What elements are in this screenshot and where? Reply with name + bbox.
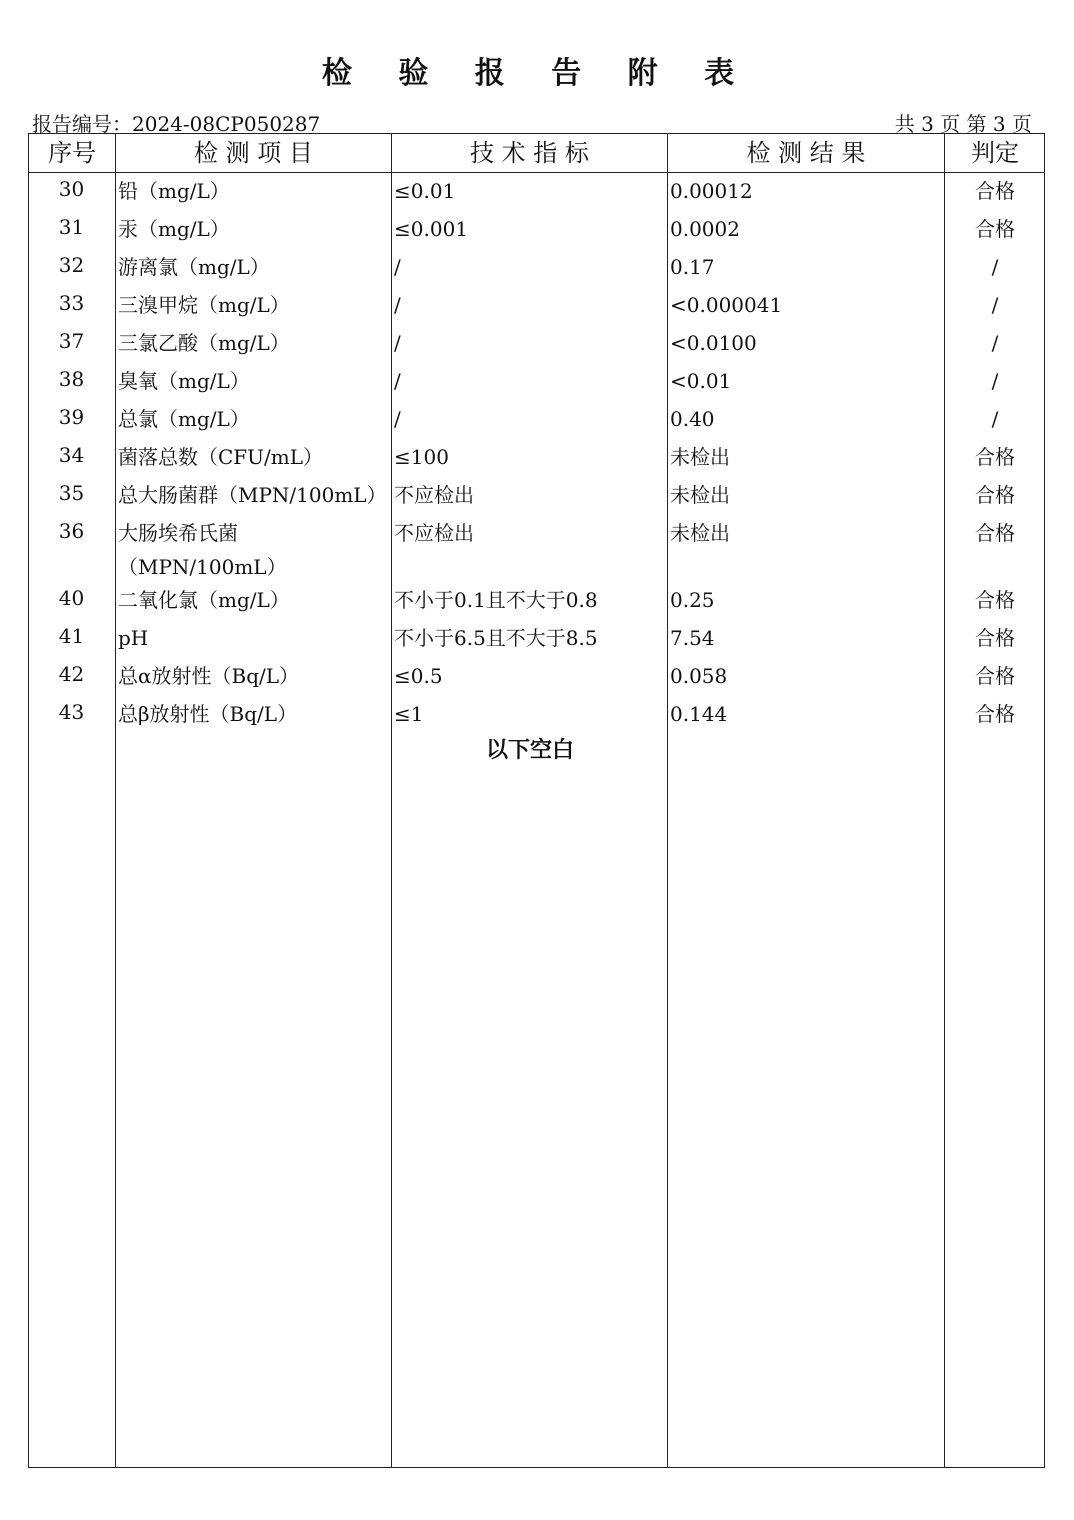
test-item	[118, 478, 388, 512]
judgement: /	[991, 331, 999, 355]
test-item-unit: （MPN/100mL）	[118, 555, 287, 579]
judgement: /	[991, 369, 999, 393]
judgement: 合格	[975, 179, 1015, 203]
test-result: <0.000041	[670, 293, 783, 317]
test-result: 0.00012	[670, 179, 753, 203]
row-number: 36	[58, 519, 85, 543]
test-result: 未检出	[670, 445, 730, 469]
row-number: 37	[58, 329, 85, 353]
test-item	[118, 697, 388, 731]
judgement: /	[991, 293, 999, 317]
technical-standard: /	[394, 369, 401, 393]
technical-standard: 不小于0.1且不大于0.8	[394, 588, 598, 612]
judgement: 合格	[975, 702, 1015, 726]
row-number: 35	[58, 481, 85, 505]
technical-standard: 不应检出	[394, 521, 474, 545]
column-divider	[115, 133, 116, 1468]
technical-standard: ≤0.5	[394, 664, 443, 688]
row-number: 33	[58, 291, 85, 315]
test-item	[118, 659, 388, 693]
technical-standard: ≤0.01	[394, 179, 456, 203]
test-result: 0.144	[670, 702, 728, 726]
row-number: 38	[58, 367, 85, 391]
test-item-name: 三氯乙酸（mg/L）	[118, 331, 290, 355]
test-item-name: 菌落总数（CFU/mL）	[118, 445, 324, 469]
row-number: 31	[58, 215, 85, 239]
test-item-name: 二氧化氯（mg/L）	[118, 588, 290, 612]
test-item	[118, 288, 388, 322]
test-item	[118, 250, 388, 284]
test-result: 0.25	[670, 588, 715, 612]
technical-standard: /	[394, 331, 401, 355]
judgement: 合格	[975, 521, 1015, 545]
test-result: 未检出	[670, 483, 730, 507]
judgement: 合格	[975, 217, 1015, 241]
test-item-name: 三溴甲烷（mg/L）	[118, 293, 290, 317]
test-result: <0.0100	[670, 331, 757, 355]
test-result: 7.54	[670, 626, 715, 650]
row-number: 34	[58, 443, 85, 467]
technical-standard: /	[394, 293, 401, 317]
page-indicator: 共 3 页 第 3 页	[894, 112, 1032, 136]
test-item-name: 总氯（mg/L）	[118, 407, 250, 431]
test-item-name: 总α放射性（Bq/L）	[118, 664, 300, 688]
judgement: 合格	[975, 588, 1015, 612]
technical-standard: ≤100	[394, 445, 449, 469]
row-number: 43	[58, 700, 85, 724]
test-item	[118, 440, 388, 474]
test-item	[118, 174, 388, 208]
technical-standard: /	[394, 407, 401, 431]
test-item-name: pH	[118, 626, 149, 650]
technical-standard: 不应检出	[394, 483, 474, 507]
test-item	[118, 326, 388, 360]
row-number: 32	[58, 253, 85, 277]
header-judgement: 判定	[971, 139, 1019, 167]
judgement: 合格	[975, 445, 1015, 469]
test-result: 0.058	[670, 664, 728, 688]
report-number: 报告编号：2024-08CP050287	[32, 112, 321, 136]
test-item-name: 总β放射性（Bq/L）	[118, 702, 298, 726]
judgement: 合格	[975, 483, 1015, 507]
header-standard: 技 术 指 标	[470, 139, 589, 167]
technical-standard: ≤0.001	[394, 217, 469, 241]
row-number: 41	[58, 624, 85, 648]
judgement: 合格	[975, 664, 1015, 688]
test-result: 0.40	[670, 407, 715, 431]
technical-standard: /	[394, 255, 401, 279]
test-item	[118, 516, 388, 584]
test-item-name: 铅（mg/L）	[118, 179, 230, 203]
test-item	[118, 583, 388, 617]
test-item	[118, 212, 388, 246]
judgement: /	[991, 255, 999, 279]
row-number: 30	[58, 177, 85, 201]
test-item-name: 游离氯（mg/L）	[118, 255, 270, 279]
judgement: 合格	[975, 626, 1015, 650]
column-divider	[667, 133, 668, 1468]
test-item	[118, 364, 388, 398]
report-title: 检 验 报 告 附 表	[321, 56, 753, 91]
test-item-name: 大肠埃希氏菌	[118, 521, 238, 545]
row-number: 40	[58, 586, 85, 610]
test-item	[118, 402, 388, 436]
test-result: 0.17	[670, 255, 715, 279]
test-result: <0.01	[670, 369, 732, 393]
technical-standard: ≤1	[394, 702, 424, 726]
test-result: 0.0002	[670, 217, 740, 241]
header-divider	[28, 172, 1045, 173]
test-item-name: 汞（mg/L）	[118, 217, 230, 241]
row-number: 42	[58, 662, 85, 686]
technical-standard: 不小于6.5且不大于8.5	[394, 626, 598, 650]
judgement: /	[991, 407, 999, 431]
row-number: 39	[58, 405, 85, 429]
test-result: 未检出	[670, 521, 730, 545]
test-item-name: 总大肠菌群（MPN/100mL）	[118, 483, 387, 507]
test-item-name: 臭氧（mg/L）	[118, 369, 250, 393]
blank-below-note: 以下空白	[485, 738, 574, 763]
header-item: 检 测 项 目	[194, 139, 313, 167]
header-result: 检 测 结 果	[746, 139, 866, 167]
column-divider	[391, 133, 392, 1468]
header-no: 序号	[48, 139, 96, 167]
test-item	[118, 621, 388, 655]
